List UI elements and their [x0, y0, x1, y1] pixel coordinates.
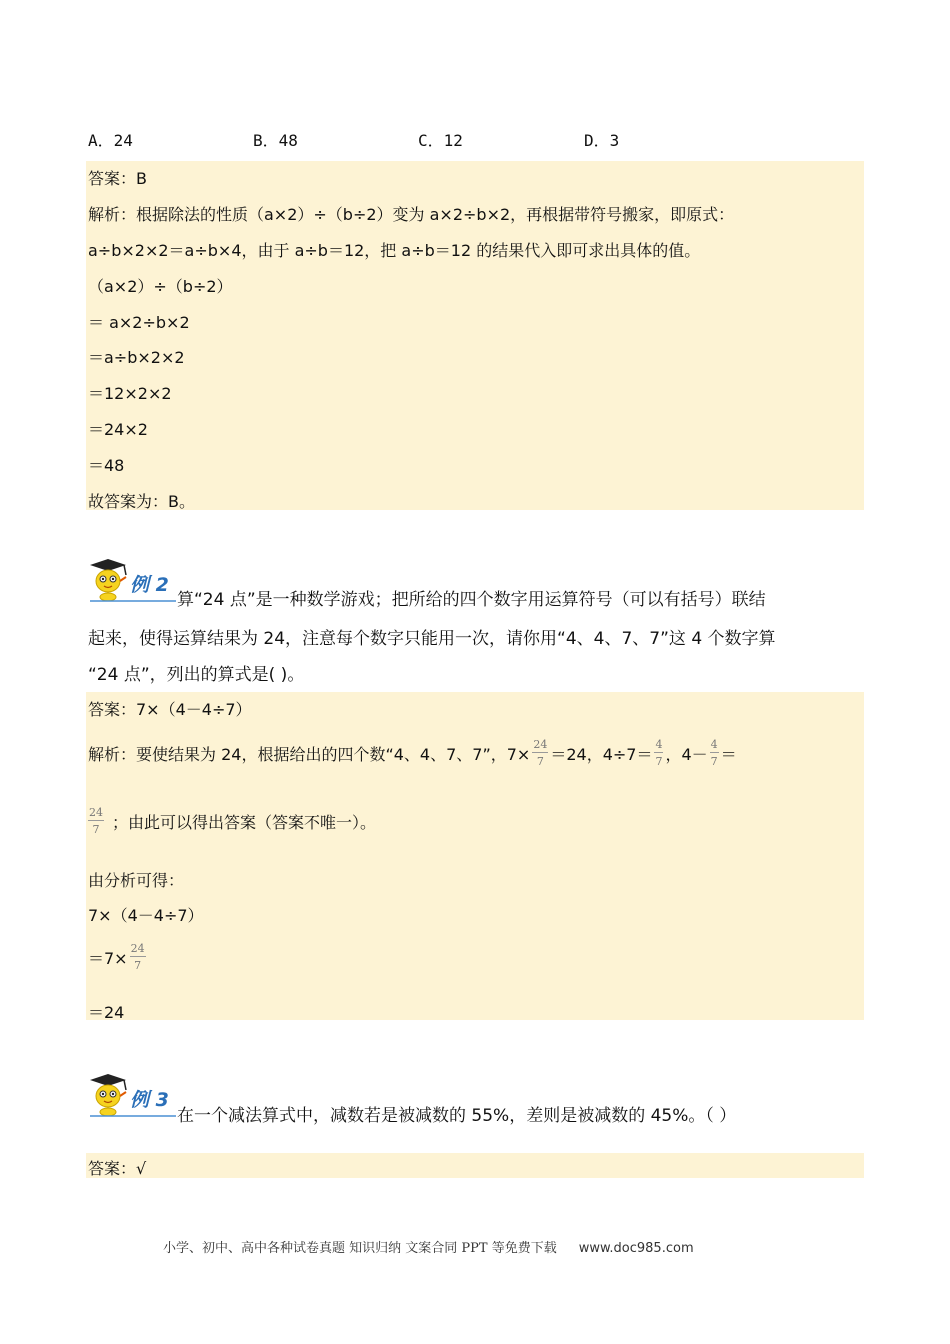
fraction-numerator: 4: [655, 738, 663, 751]
fraction-numerator: 4: [710, 738, 718, 751]
analysis-1-line-1: 解析：根据除法的性质（a×2）÷（b÷2）变为 a×2÷b×2，再根据带符号搬家，即原式：: [88, 205, 735, 224]
page-footer: [163, 1237, 694, 1256]
question-2-line-3: “24 点”，列出的算式是( )。: [88, 665, 305, 685]
question-2-line-2: 起来，使得运算结果为 24，注意每个数字只能用一次，请你用“4、4、7、7”这 4 个数字算: [88, 629, 776, 649]
option-a: A．24: [88, 131, 133, 150]
fraction-4-7: [710, 739, 719, 767]
step-4: ＝12×2×2: [88, 384, 172, 403]
analysis-2-line-2: [88, 800, 376, 842]
footer-url[interactable]: www.doc985.com: [578, 1241, 694, 1256]
option-d: D．3: [584, 131, 620, 150]
step-6: ＝48: [88, 456, 125, 475]
example-2-badge: [86, 557, 176, 603]
derive-step-2-text: ＝7×: [88, 948, 128, 968]
option-b: B．48: [253, 131, 298, 150]
fraction-24-7: [130, 943, 146, 971]
step-5: ＝24×2: [88, 420, 148, 439]
answer-1: 答案：B: [88, 169, 147, 188]
footer-text: 小学、初中、高中各种试卷真题 知识归纳 文案合同 PPT 等免费下载: [163, 1241, 557, 1256]
derive-step-2: [88, 937, 148, 977]
final-answer-1: 故答案为：B。: [88, 492, 195, 511]
fraction-24-7: [532, 739, 548, 767]
analysis-2-text-a: 解析：要使结果为 24，根据给出的四个数“4、4、7、7”，7×: [88, 744, 531, 764]
answer-options: [88, 128, 864, 152]
derive-step-1: 7×（4－4÷7）: [88, 906, 204, 925]
step-3: ＝a÷b×2×2: [88, 348, 185, 367]
derive-label: 由分析可得：: [88, 871, 185, 890]
derive-step-3: ＝24: [88, 1003, 125, 1022]
example-3-label: 例 3: [130, 1089, 169, 1111]
option-c: C．12: [418, 131, 463, 150]
fraction-numerator: 24: [533, 738, 548, 751]
fraction-denominator: 7: [710, 755, 718, 768]
analysis-2-line-1: [88, 733, 737, 773]
fraction-denominator: 7: [536, 755, 544, 768]
example-2-label: 例 2: [130, 574, 169, 596]
analysis-2-tail: ；由此可以得出答案（答案不唯一）。: [112, 812, 377, 832]
answer-3: 答案：√: [88, 1159, 147, 1178]
step-1: （a×2）÷（b÷2）: [88, 277, 233, 296]
step-2: ＝ a×2÷b×2: [88, 313, 190, 332]
fraction-24-7: [88, 807, 104, 835]
fraction-denominator: 7: [92, 823, 100, 836]
fraction-numerator: 24: [130, 942, 145, 955]
question-2-line-1: 算“24 点”是一种数学游戏；把所给的四个数字用运算符号（可以有括号）联结: [177, 590, 766, 610]
fraction-denominator: 7: [134, 959, 142, 972]
answer-2: 答案：7×（4－4÷7）: [88, 700, 252, 719]
fraction-numerator: 24: [89, 806, 103, 819]
fraction-denominator: 7: [655, 755, 663, 768]
analysis-1-line-2: a÷b×2×2＝a÷b×4，由于 a÷b＝12，把 a÷b＝12 的结果代入即可求出具体的值。: [88, 241, 701, 260]
analysis-2-text-d: ＝: [720, 744, 737, 764]
analysis-2-text-b: ＝24，4÷7＝: [550, 744, 653, 764]
example-3-badge: [86, 1072, 176, 1118]
solution-box-3: [86, 1153, 864, 1178]
analysis-2-text-c: ，4－: [665, 744, 708, 764]
question-3: 在一个减法算式中，减数若是被减数的 55%，差则是被减数的 45%。（ ）: [177, 1106, 737, 1126]
fraction-4-7: [654, 739, 663, 767]
